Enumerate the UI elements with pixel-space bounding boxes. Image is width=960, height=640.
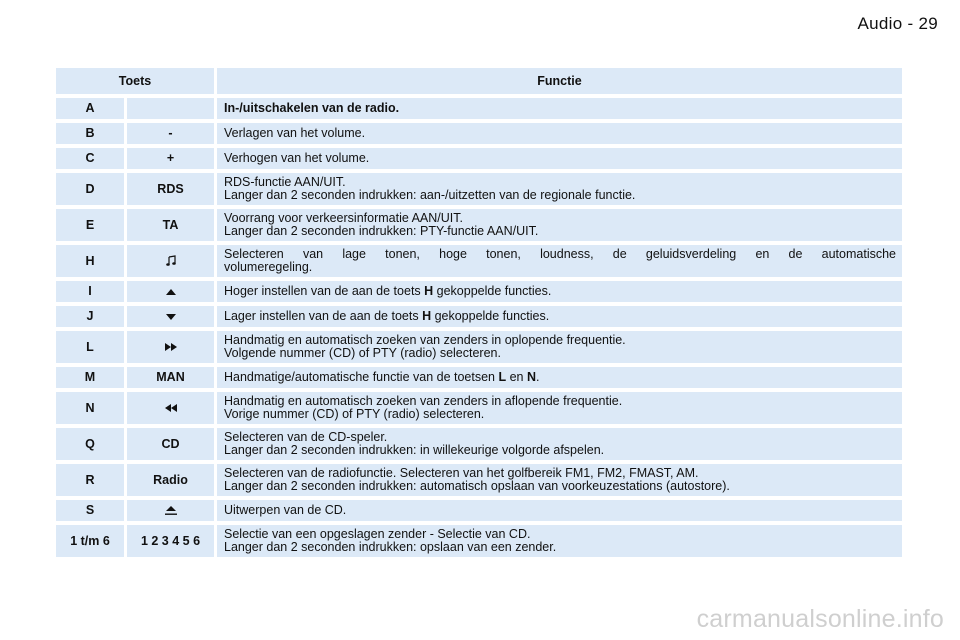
function-line: Langer dan 2 seconden indrukken: PTY-functie AAN/UIT.: [224, 224, 539, 238]
line-text: Hoger instellen van de aan de toets: [224, 284, 425, 298]
table-row: [56, 428, 902, 460]
row-key: C: [56, 148, 124, 169]
row-key: A: [56, 98, 124, 119]
function-line: [224, 285, 896, 298]
arrow-up-icon: [165, 288, 177, 296]
table-row: [56, 392, 902, 424]
function-line: RDS-functie AAN/UIT.: [224, 175, 346, 189]
row-key: N: [56, 392, 124, 424]
fast-forward-icon: [164, 342, 178, 352]
function-line: Handmatig en automatisch zoeken van zenders in oplopende frequentie.: [224, 333, 626, 347]
line-text: Handmatige/automatische functie van de toetsen: [224, 370, 499, 384]
function-line: Voorrang voor verkeersinformatie AAN/UIT.: [224, 211, 463, 225]
row-function: [217, 245, 902, 277]
function-line: Handmatig en automatisch zoeken van zenders in aflopende frequentie.: [224, 394, 623, 408]
row-key: M: [56, 367, 124, 388]
function-line: In-/uitschakelen van de radio.: [224, 101, 400, 115]
function-line: Vorige nummer (CD) of PTY (radio) selecteren.: [224, 407, 485, 421]
table-row: [56, 123, 902, 144]
table-row: [56, 209, 902, 241]
row-symbol: [127, 331, 214, 363]
row-function: [217, 173, 902, 205]
table-row: [56, 367, 902, 388]
row-symbol: 1 2 3 4 5 6: [127, 525, 214, 557]
row-function: [217, 464, 902, 496]
row-key: R: [56, 464, 124, 496]
row-symbol: TA: [127, 209, 214, 241]
header-key: Toets: [56, 68, 214, 94]
row-function: [217, 500, 902, 521]
row-function: [217, 367, 902, 388]
line-text: gekoppelde functies.: [433, 284, 552, 298]
row-function: [217, 98, 902, 119]
row-symbol: [127, 245, 214, 277]
music-note-icon: [165, 255, 177, 267]
key-ref: N: [526, 370, 537, 384]
row-symbol: +: [127, 148, 214, 169]
row-symbol: CD: [127, 428, 214, 460]
table-row: [56, 148, 902, 169]
line-text: .: [536, 370, 540, 384]
rewind-icon: [164, 403, 178, 413]
function-line: Verhogen van het volume.: [224, 151, 370, 165]
function-line: Uitwerpen van de CD.: [224, 503, 347, 517]
row-symbol: Radio: [127, 464, 214, 496]
function-line: volumeregeling.: [224, 260, 313, 274]
row-function: [217, 148, 902, 169]
row-function: [217, 281, 902, 302]
function-line: [224, 371, 896, 384]
function-line: Langer dan 2 seconden indrukken: in willekeurige volgorde afspelen.: [224, 443, 605, 457]
table-row: [56, 173, 902, 205]
table-row: [56, 464, 902, 496]
function-line: Selecteren van de CD-speler.: [224, 430, 388, 444]
function-line: Langer dan 2 seconden indrukken: opslaan van een zender.: [224, 540, 557, 554]
row-key: E: [56, 209, 124, 241]
table-row: [56, 525, 902, 557]
row-symbol: RDS: [127, 173, 214, 205]
line-text: en: [506, 370, 527, 384]
watermark: carmanualsonline.info: [696, 605, 944, 633]
row-symbol: [127, 306, 214, 327]
row-key: B: [56, 123, 124, 144]
key-ref: H: [422, 309, 432, 323]
table-row: [56, 98, 902, 119]
row-function: [217, 525, 902, 557]
row-function: [217, 331, 902, 363]
table-row: [56, 245, 902, 277]
key-ref: H: [424, 284, 434, 298]
table-row: [56, 500, 902, 521]
function-line: [224, 310, 896, 323]
table-row: [56, 331, 902, 363]
function-table: [56, 68, 902, 561]
header-function: Functie: [217, 68, 902, 94]
table-row: [56, 281, 902, 302]
function-line: Langer dan 2 seconden indrukken: aan-/uitzetten van de regionale functie.: [224, 188, 636, 202]
line-text: Lager instellen van de aan de toets: [224, 309, 423, 323]
row-key: D: [56, 173, 124, 205]
eject-icon: [164, 505, 178, 516]
row-function: [217, 392, 902, 424]
row-function: [217, 428, 902, 460]
row-symbol: [127, 98, 214, 119]
line-text: gekoppelde functies.: [431, 309, 550, 323]
row-function: [217, 209, 902, 241]
row-function: [217, 306, 902, 327]
table-header-row: [56, 68, 902, 94]
row-key: J: [56, 306, 124, 327]
table-row: [56, 306, 902, 327]
row-key: 1 t/m 6: [56, 525, 124, 557]
row-key: I: [56, 281, 124, 302]
function-line: Selectie van een opgeslagen zender - Selectie van CD.: [224, 527, 531, 541]
row-symbol: MAN: [127, 367, 214, 388]
function-line: Verlagen van het volume.: [224, 126, 366, 140]
row-symbol: [127, 281, 214, 302]
row-key: L: [56, 331, 124, 363]
function-line: Volgende nummer (CD) of PTY (radio) selecteren.: [224, 346, 501, 360]
row-symbol: [127, 500, 214, 521]
row-symbol: [127, 392, 214, 424]
row-symbol: -: [127, 123, 214, 144]
row-key: H: [56, 245, 124, 277]
function-line: Selecteren van de radiofunctie. Selecteren van het golfbereik FM1, FM2, FMAST, AM.: [224, 466, 699, 480]
key-ref: L: [498, 370, 507, 384]
row-key: Q: [56, 428, 124, 460]
row-function: [217, 123, 902, 144]
function-line: Selecteren van lage tonen, hoge tonen, loudness, de geluidsverdeling en de automatische: [224, 247, 896, 261]
arrow-down-icon: [165, 313, 177, 321]
row-key: S: [56, 500, 124, 521]
function-line: Langer dan 2 seconden indrukken: automatisch opslaan van voorkeuzestations (autostore).: [224, 479, 730, 493]
page-header: Audio - 29: [857, 14, 938, 33]
